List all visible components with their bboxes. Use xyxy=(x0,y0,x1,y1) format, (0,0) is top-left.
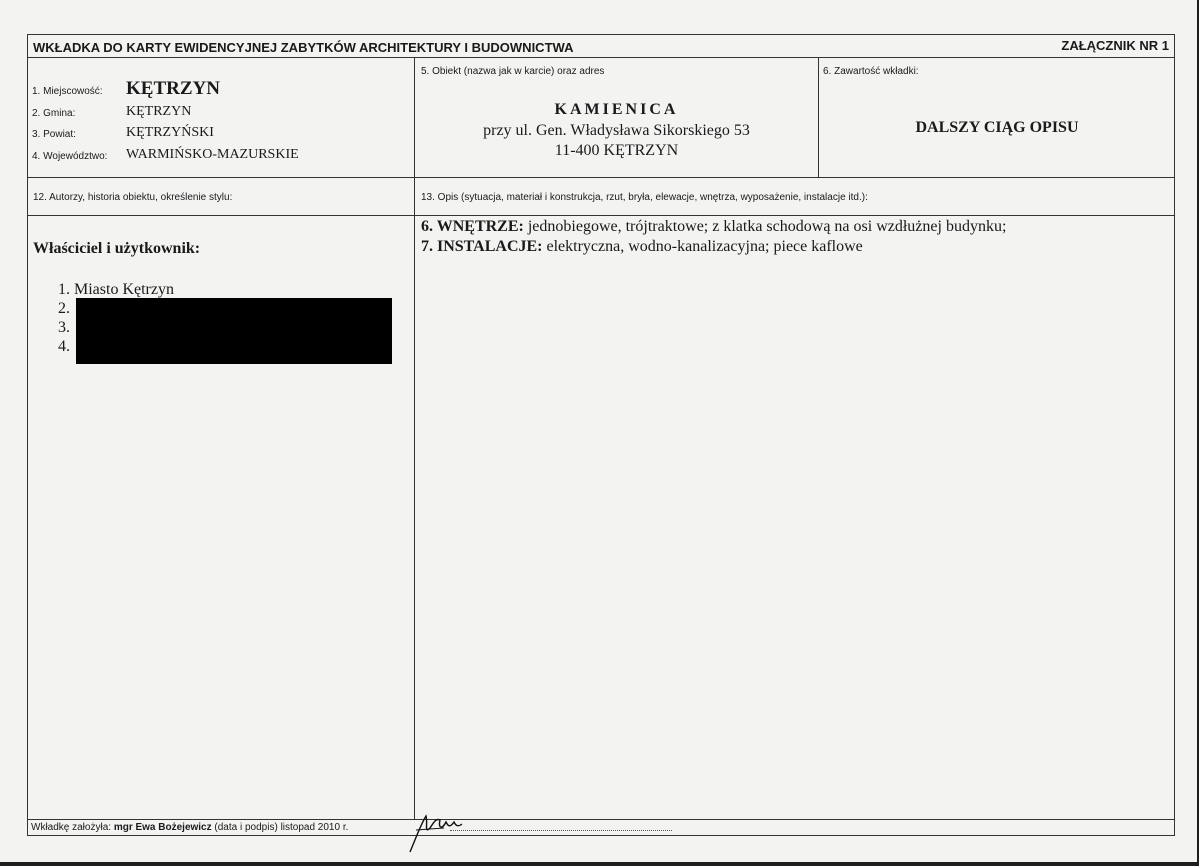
powiat-value: KĘTRZYŃSKI xyxy=(126,125,214,140)
list-number: 1. xyxy=(58,281,70,298)
object-label: 5. Obiekt (nazwa jak w karcie) oraz adres xyxy=(421,66,605,77)
signature-icon xyxy=(406,808,466,858)
divider xyxy=(414,57,415,819)
form-title: WKŁADKA DO KARTY EWIDENCYJNEJ ZABYTKÓW ARCHITEKTURY I BUDOWNICTWA xyxy=(33,40,574,55)
footer-author: mgr Ewa Bożejewicz xyxy=(113,822,212,833)
footer-line xyxy=(31,822,348,833)
miejscowosc-value: KĘTRZYN xyxy=(126,78,220,99)
divider xyxy=(818,57,819,177)
description-text: jednobiegowe, trójtraktowe; z klatka schodową na osi wzdłużnej budynku; xyxy=(523,218,1007,235)
object-address-line2: 11-400 KĘTRZYN xyxy=(554,142,679,159)
miejscowosc-label: 1. Miejscowość: xyxy=(32,86,103,97)
description-text: elektryczna, wodno-kanalizacyjna; piece kaflowe xyxy=(542,238,863,255)
wojewodztwo-value: WARMIŃSKO-MAZURSKIE xyxy=(126,147,299,162)
description-key: 7. INSTALACJE: xyxy=(421,238,543,255)
redaction-block xyxy=(76,298,392,364)
description-key: 6. WNĘTRZE: xyxy=(421,218,524,235)
list-number: 4. xyxy=(58,338,70,355)
list-number: 2. xyxy=(58,300,70,317)
description-line-1 xyxy=(421,218,1006,236)
gmina-value: KĘTRZYN xyxy=(126,104,192,119)
divider xyxy=(27,819,1175,820)
divider xyxy=(27,177,1175,178)
annex-number: ZAŁĄCZNIK NR 1 xyxy=(1061,38,1169,53)
section-13-label: 13. Opis (sytuacja, materiał i konstrukcja, rzut, bryła, elewacje, wnętrza, wyposażenie, instalacje itd.): xyxy=(421,192,868,203)
object-name: KAMIENICA xyxy=(554,101,679,118)
section-12-label: 12. Autorzy, historia obiektu, określenie stylu: xyxy=(33,192,233,203)
footer-date-label: (data i podpis) xyxy=(214,822,278,833)
signature-line xyxy=(450,830,672,831)
contents-label: 6. Zawartość wkładki: xyxy=(823,66,919,77)
owner-name: Miasto Kętrzyn xyxy=(74,281,174,298)
list-item xyxy=(58,280,174,299)
object-address-line1: przy ul. Gen. Władysława Sikorskiego 53 xyxy=(483,122,750,139)
footer-prefix: Wkładkę założyła: xyxy=(31,822,112,833)
footer-date: listopad 2010 r. xyxy=(280,822,349,833)
list-number: 3. xyxy=(58,319,70,336)
description-line-2 xyxy=(421,238,863,256)
divider xyxy=(27,57,1175,58)
powiat-label: 3. Powiat: xyxy=(32,129,76,140)
contents-value: DALSZY CIĄG OPISU xyxy=(915,119,1079,136)
divider xyxy=(27,215,1175,216)
wojewodztwo-label: 4. Województwo: xyxy=(32,151,108,162)
owner-heading: Właściciel i użytkownik: xyxy=(33,240,201,257)
gmina-label: 2. Gmina: xyxy=(32,108,76,119)
